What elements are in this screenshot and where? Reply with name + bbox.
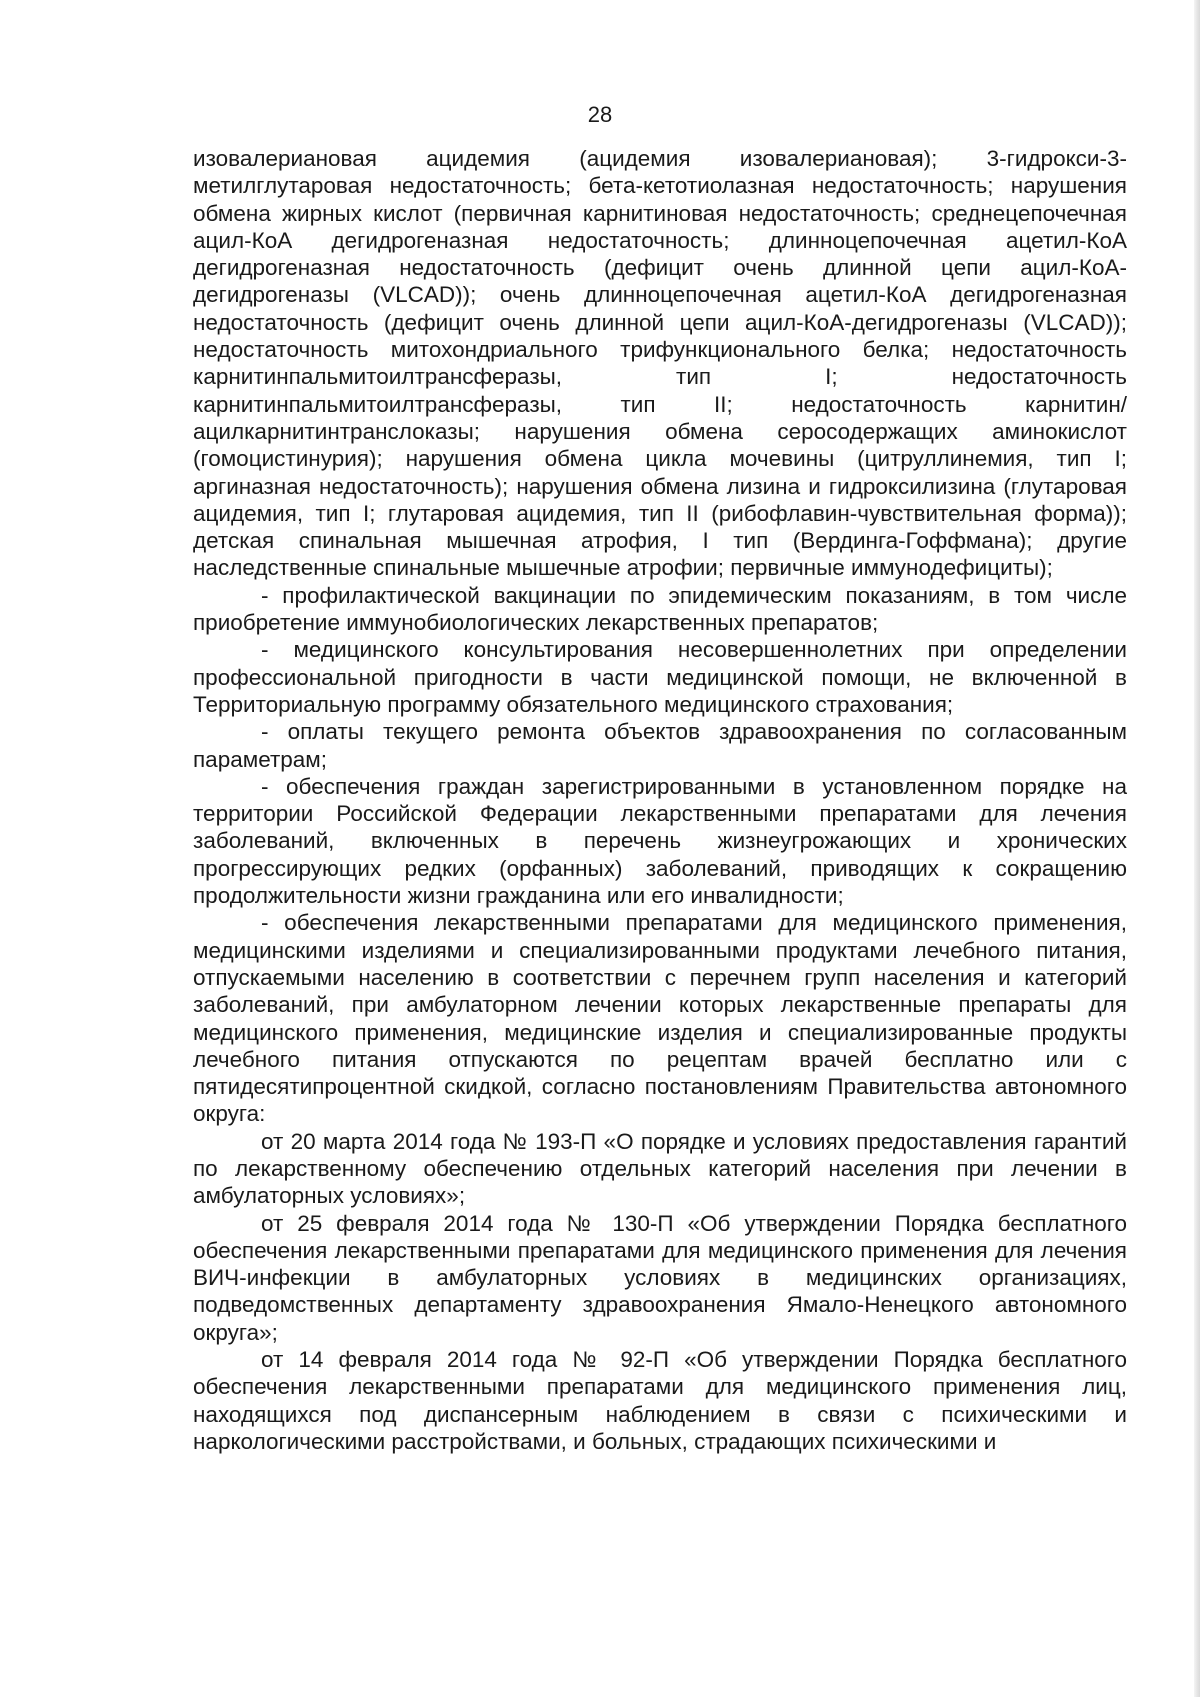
paragraph-orphan-diseases: - обеспечения граждан зарегистрированными в установленном порядке на территории Российской Федерации лекарственными препаратами для лечения заболеваний, включенных в перечень жизнеугрожающих и хронических прогрессирующих редких (орфанных) заболеваний, приводящих к сокращению продолжительности жизни гражданина или его инвалидности;	[193, 773, 1127, 909]
paragraph-drug-provision: - обеспечения лекарственными препаратами для медицинского применения, медицинскими изделиями и специализированными продуктами лечебного питания, отпускаемыми населению в соответствии с перечнем групп населения и категорий заболеваний, при амбулаторном лечении которых лекарственные препараты для медицинского применения, медицинские изделия и специализированные продукты лечебного питания отпускаются по рецептам врачей бесплатно или с пятидесятипроцентной скидкой, согласно постановлениям Правительства автономного округа:	[193, 910, 1127, 1127]
page-edge-shadow	[1194, 0, 1200, 1697]
paragraph-hereditary-diseases-list: изовалериановая ацидемия (ацидемия изовалериановая); 3-гидрокси-3-метилглутаровая недостаточность; бета-кетотиолазная недостаточность; нарушения обмена жирных кислот (первичная карнитиновая недостаточность; среднецепочечная ацил-КоА дегидрогеназная недостаточность; длинноцепочечная ацетил-КоА дегидрогеназная недостаточность (дефицит очень длинной цепи ацил-КоА-дегидрогеназы (VLCAD)); очень длинноцепочечная ацетил-КоА дегидрогеназная недостаточность (дефицит очень длинной цепи ацил-КоА-дегидрогеназы (VLCAD)); недостаточность митохондриального трифункционального белка; недостаточность карнитинпальмитоилтрансферазы, тип I; недостаточность карнитинпальмитоилтрансферазы, тип II; недостаточность карнитин/ацилкарнитинтранслоказы; нарушения обмена серосодержащих аминокислот (гомоцистинурия); нарушения обмена цикла мочевины (цитруллинемия, тип I; аргиназная недостаточность); нарушения обмена лизина и гидроксилизина (глутаровая ацидемия, тип I; глутаровая ацидемия, тип II (рибофлавин-чувствительная форма)); детская спинальная мышечная атрофия, I тип (Вердинга-Гоффмана); другие наследственные спинальные мышечные атрофии; первичные иммунодефициты);	[193, 146, 1127, 581]
paragraph-resolution-193: от 20 марта 2014 года № 193-П «О порядке и условиях предоставления гарантий по лекарственному обеспечению отдельных категорий населения при лечении в амбулаторных условиях»;	[193, 1128, 1127, 1209]
page-number: 28	[587, 102, 613, 127]
document-body	[193, 145, 1127, 1455]
paragraph-repair-payment: - оплаты текущего ремонта объектов здравоохранения по согласованным параметрам;	[193, 719, 1127, 772]
paragraph-resolution-130: от 25 февраля 2014 года № 130-П «Об утверждении Порядка бесплатного обеспечения лекарственными препаратами для медицинского применения для лечения ВИЧ-инфекции в амбулаторных условиях в медицинских организациях, подведомственных департаменту здравоохранения Ямало-Ненецкого автономного округа»;	[193, 1210, 1127, 1345]
paragraph-minors-consulting: - медицинского консультирования несовершеннолетних при определении профессиональной пригодности в части медицинской помощи, не включенной в Территориальную программу обязательного медицинского страхования;	[193, 637, 1127, 717]
paragraph-resolution-92: от 14 февраля 2014 года № 92-П «Об утверждении Порядка бесплатного обеспечения лекарственными препаратами для медицинского применения лиц, находящихся под диспансерным наблюдением в связи с психическими и наркологическими расстройствами, и больных, страдающих психическими и	[193, 1347, 1127, 1454]
paragraph-vaccination: - профилактической вакцинации по эпидемическим показаниям, в том числе приобретение иммунобиологических лекарственных препаратов;	[193, 582, 1127, 636]
